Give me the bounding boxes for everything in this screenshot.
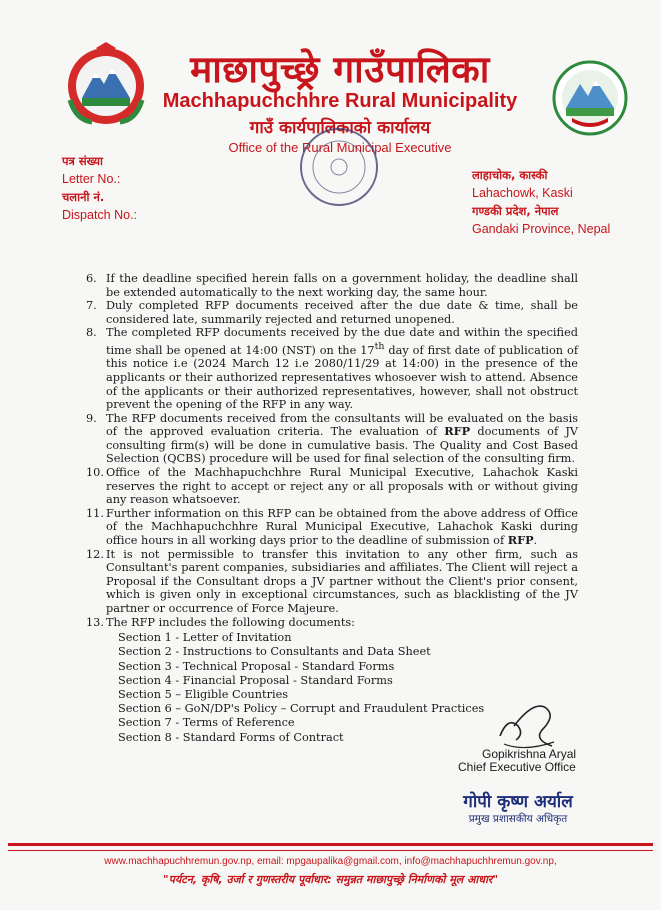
dispatch-number-label: Dispatch No.: xyxy=(62,208,138,222)
section-item: Section 2 - Instructions to Consultants and Data Sheet xyxy=(118,645,431,659)
municipality-title-nepali: माछापुच्छ्रे गाउँपालिका xyxy=(190,48,490,91)
section-item: Section 4 - Financial Proposal - Standard Forms xyxy=(118,673,393,687)
dispatch-number-label-nepali: चलानी नं. xyxy=(62,190,105,204)
footer-divider-thick xyxy=(8,843,653,846)
municipality-logo xyxy=(550,58,630,138)
list-item: 10. Office of the Machhapuchchhre Rural Municipal Executive, Lahachok Kaski reserves the right to accept or reject any or all proposals with or without giving any reason whatsoever. xyxy=(86,466,578,507)
office-title-english: Office of the Rural Municipal Executive xyxy=(228,140,452,155)
rfp-conditions-list xyxy=(86,272,578,745)
province-english: Gandaki Province, Nepal xyxy=(472,222,611,236)
signatory-name: Gopikrishna Aryal xyxy=(482,747,577,761)
list-item: 7. Duly completed RFP documents received after the due date & time, shall be considered late, summarily rejected and returned unopened. xyxy=(86,299,578,326)
list-item: 8. The completed RFP documents received by the due date and within the specified time shall be opened at 14:00 (NST) on the 17th day of first date of publication of this notice i.e (2024 March 12 i.e 2080/11/29 at 14:00) in the presence of the applicants or their authorized representatives whosoever wish to attend. Absence of the applicants or their authorized representatives, however, shall not obstruct prevent the opening of the RFP in any way. xyxy=(86,326,578,412)
nepal-emblem-logo xyxy=(62,40,150,128)
footer-contact: www.machhapuchhremun.gov.np, email: mpgaupalika@gmail.com, info@machhapuchhremun.gov.np, xyxy=(104,856,557,867)
name-stamp xyxy=(448,789,588,835)
letter-number-label: Letter No.: xyxy=(62,172,121,186)
section-item: Section 6 – GoN/DP's Policy – Corrupt and Fraudulent Practices xyxy=(118,702,485,716)
list-item: 13. The RFP includes the following documents: Section 1 - Letter of Invitation Section 2 - Instructions to Consultants and Data Sheet Section 3 - Technical Proposal - Standard Forms Section 4 - Financial Proposal - Standard Forms Section 5 – Eligible Countries Section 6 – GoN/DP's Policy – Corrupt and Fraudulent Practices Section 7 - Terms of Reference Section 8 - Standard Forms of Contract xyxy=(86,616,578,745)
address-nepali: लाहाचोक, कास्की xyxy=(472,168,548,182)
section-item: Section 7 - Terms of Reference xyxy=(118,716,295,730)
section-item: Section 8 - Standard Forms of Contract xyxy=(118,730,344,744)
list-item: 9. The RFP documents received from the consultants will be evaluated on the basis of the approved evaluation criteria. The evaluation of RFP documents of JV consulting firm(s) will be done in cumulative basis. The Quality and Cost Based Selection (QCBS) procedure will be used for final selection of the consulting firm. xyxy=(86,411,579,466)
municipality-title-english: Machhapuchchhre Rural Municipality xyxy=(162,90,518,112)
address-english: Lahachowk, Kaski xyxy=(472,186,573,200)
letter-meta-left xyxy=(62,152,137,224)
letter-number-label-nepali: पत्र संख्या xyxy=(62,154,104,168)
list-item: 12. It is not permissible to transfer this invitation to any other firm, such as Consultant's parent companies, subsidiaries and affiliates. The Client will reject a Proposal if the Consultant drops a JV partner without the Client's prior consent, which is given only in exceptional circumstances, such as blacklisting of the JV partner or occurrence of Force Majeure. xyxy=(86,547,578,616)
section-item: Section 3 - Technical Proposal - Standard Forms xyxy=(118,659,395,673)
letter-meta-right xyxy=(472,166,610,238)
footer-divider-thin xyxy=(8,850,653,851)
stamp-name-nepali: गोपी कृष्ण अर्याल xyxy=(463,792,573,812)
office-title-nepali: गाउँ कार्यपालिकाको कार्यालय xyxy=(249,118,431,138)
section-item: Section 1 - Letter of Invitation xyxy=(118,631,292,645)
stamp-title-nepali: प्रमुख प्रशासकीय अधिकृत xyxy=(468,813,568,825)
list-item: 6. If the deadline specified herein falls on a government holiday, the deadline shall be extended automatically to the next working day, the same hour. xyxy=(86,272,578,299)
section-item: Section 5 – Eligible Countries xyxy=(118,688,289,702)
list-item: 11. Further information on this RFP can be obtained from the above address of Office of the Machhapuchchhre Rural Municipal Executive, Lahachok Kaski during office hours in all working days prior to the deadline of submission of RFP. xyxy=(86,506,578,548)
signatory-title: Chief Executive Office xyxy=(458,760,576,774)
province-nepali: गण्डकी प्रदेश, नेपाल xyxy=(472,204,559,218)
footer-slogan: "पर्यटन, कृषि, उर्जा र गुणस्तरीय पूर्वाधार: समुन्नत माछापुच्छ्रे निर्माणको मूल आधार" xyxy=(162,873,499,886)
official-seal-stamp xyxy=(296,124,382,210)
